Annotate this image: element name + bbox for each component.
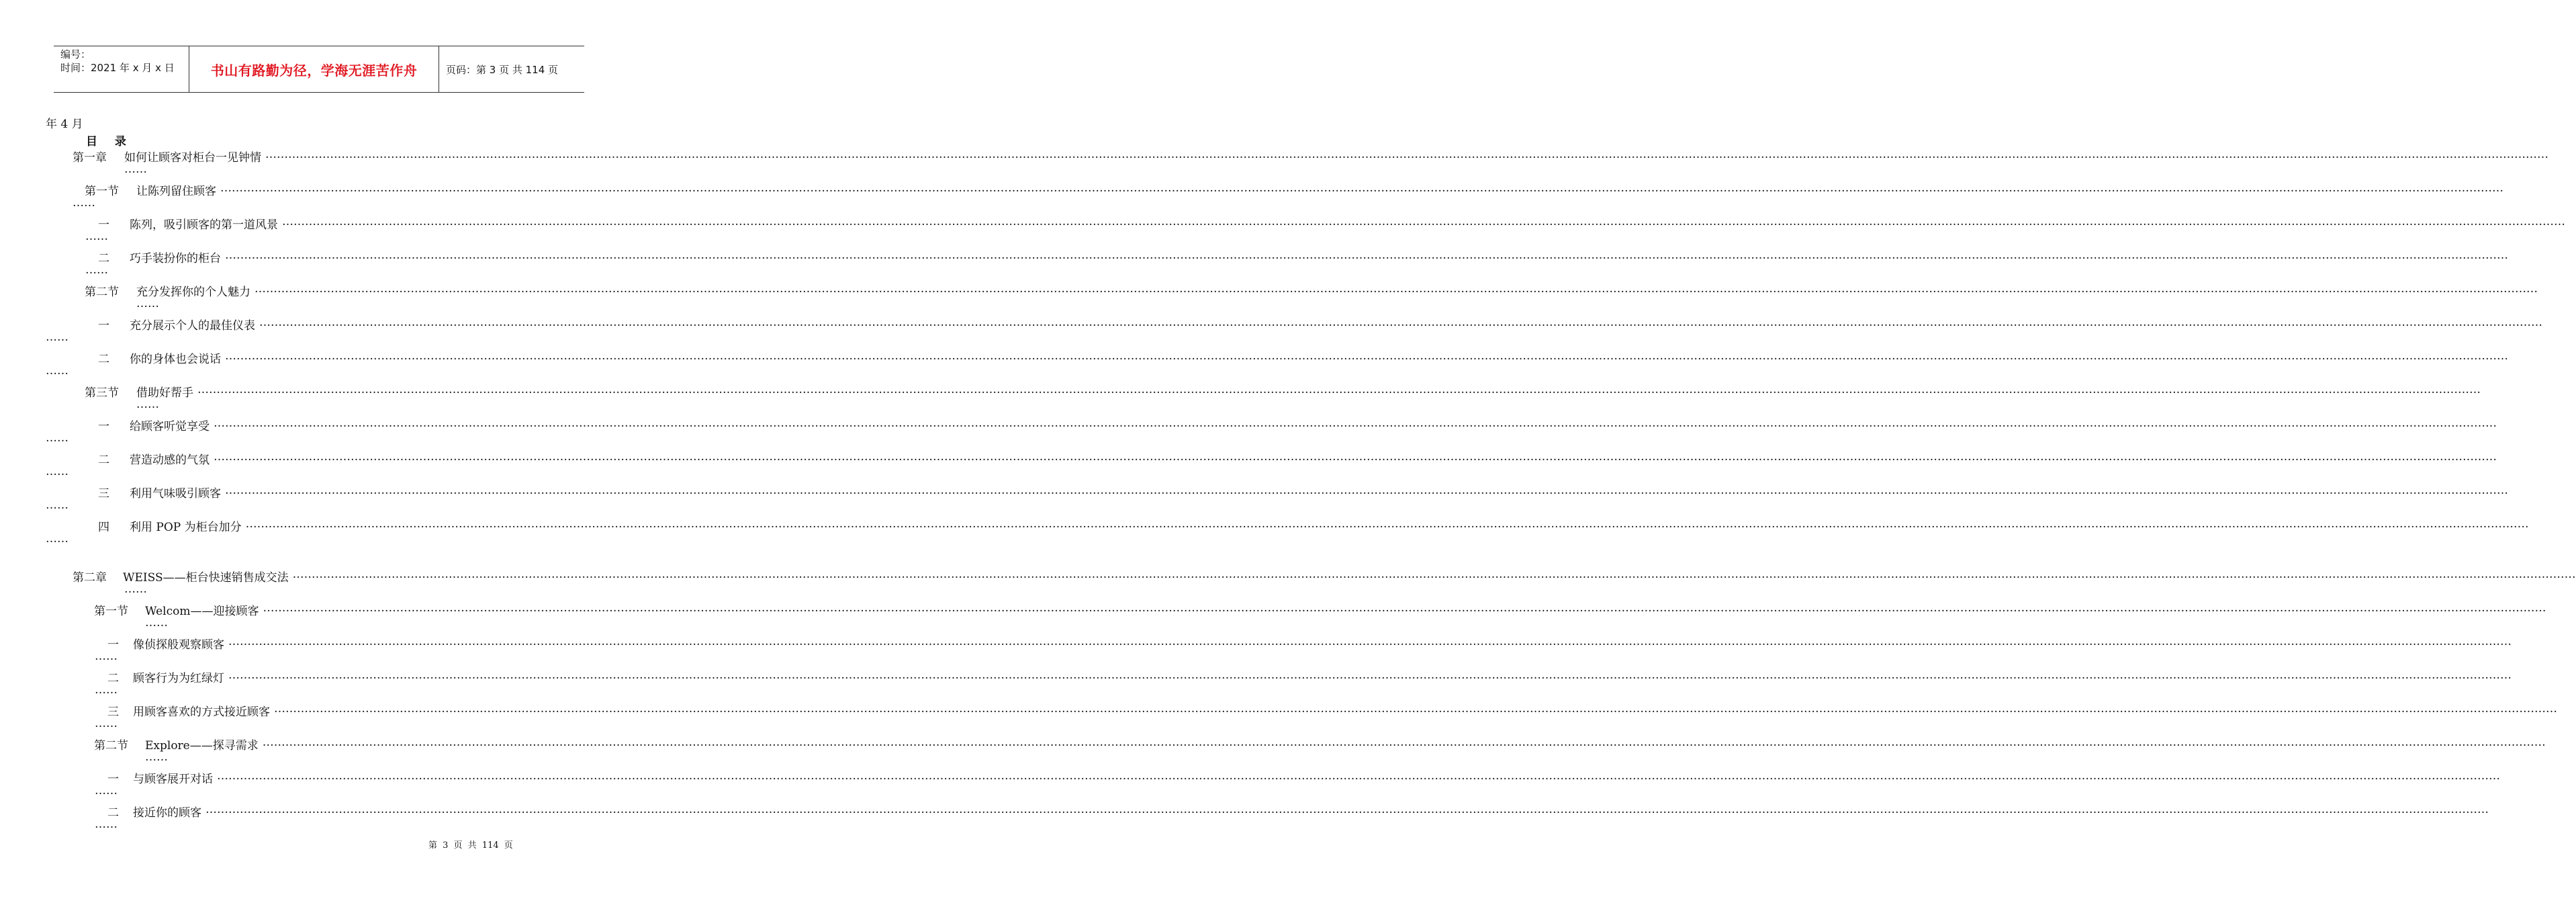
toc-entry-title: 你的身体也会说话 bbox=[130, 353, 221, 366]
toc-leader-dots: …………………………………………………………………………………………………………………………………………………………………………………………………………………………………………………………………………………………………………………………………………………………………………………………………………………………………………………………………………………………………………………………………………………… bbox=[265, 148, 2548, 161]
toc-leader-dots: …………………………………………………………………………………………………………………………………………………………………………………………………………………………………………………………………………………………………………………………………………………………………………………………………………………………………………………………………………………………………………………………………………………… bbox=[245, 517, 2529, 531]
toc-entry bbox=[0, 568, 2576, 597]
number-label: 编号： bbox=[60, 48, 91, 60]
toc-entry bbox=[0, 484, 2508, 513]
toc-entry-title: Welcom——迎接顾客 bbox=[145, 605, 259, 618]
toc-leader-continuation: …… bbox=[73, 196, 95, 210]
toc-entry-label: 二 bbox=[107, 806, 119, 820]
toc-entry bbox=[0, 282, 2538, 312]
toc-leader-dots: …………………………………………………………………………………………………………………………………………………………………………………………………………………………………………………………………………………………………………………………………………………………………………………………………………………………………………………………………………………………………………………………………………………… bbox=[214, 450, 2497, 464]
header-page-info bbox=[439, 46, 584, 92]
toc-leader-dots: …………………………………………………………………………………………………………………………………………………………………………………………………………………………………………………………………………………………………………………………………………………………………………………………………………………………………………………………………………………………………………………………………………………… bbox=[205, 803, 2489, 816]
toc-entry bbox=[0, 736, 2546, 765]
toc-leader-continuation: …… bbox=[85, 230, 108, 243]
toc-entry bbox=[0, 669, 2512, 698]
toc-entry-title: 让陈列留住顾客 bbox=[136, 185, 216, 198]
toc-entry-label: 一 bbox=[98, 420, 109, 433]
toc-entry bbox=[0, 702, 2557, 732]
toc-entry-label: 二 bbox=[98, 353, 109, 366]
toc-entry-label: 第二章 bbox=[73, 571, 107, 585]
toc-entry bbox=[0, 249, 2508, 278]
toc-entry-title: 用顾客喜欢的方式接近顾客 bbox=[133, 705, 270, 719]
toc-leader-dots: …………………………………………………………………………………………………………………………………………………………………………………………………………………………………………………………………………………………………………………………………………………………………………………………………………………………………………………………………………………………………………………………………………………… bbox=[262, 736, 2546, 749]
toc-entry bbox=[0, 635, 2512, 664]
toc-entry-title: 与顾客展开对话 bbox=[133, 773, 213, 786]
toc-leader-dots: …………………………………………………………………………………………………………………………………………………………………………………………………………………………………………………………………………………………………………………………………………………………………………………………………………………………………………………………………………………………………………………………………………………… bbox=[217, 769, 2500, 783]
toc-leader-continuation: …… bbox=[46, 331, 68, 344]
toc-leader-continuation: …… bbox=[145, 750, 168, 764]
toc-entry bbox=[0, 349, 2508, 379]
toc-entry-label: 一 bbox=[107, 638, 119, 652]
toc-leader-continuation: …… bbox=[46, 499, 68, 512]
toc-leader-continuation: …… bbox=[95, 717, 118, 730]
toc-entry bbox=[0, 517, 2529, 547]
toc-leader-dots: …………………………………………………………………………………………………………………………………………………………………………………………………………………………………………………………………………………………………………………………………………………………………………………………………………………………………………………………………………………………………………………………………………………… bbox=[220, 181, 2503, 195]
toc-leader-dots: …………………………………………………………………………………………………………………………………………………………………………………………………………………………………………………………………………………………………………………………………………………………………………………………………………………………………………………………………………………………………………………………………………………… bbox=[292, 568, 2576, 581]
toc-leader-continuation: …… bbox=[95, 650, 118, 663]
toc-leader-continuation: …… bbox=[95, 784, 118, 798]
toc-entry-title: 借助好帮手 bbox=[136, 386, 193, 400]
toc-entry-title: 陈列，吸引顾客的第一道风景 bbox=[130, 218, 278, 232]
toc-entry-title: 利用气味吸引顾客 bbox=[130, 487, 221, 501]
toc-leader-dots: …………………………………………………………………………………………………………………………………………………………………………………………………………………………………………………………………………………………………………………………………………………………………………………………………………………………………………………………………………………………………………………………………………………… bbox=[225, 249, 2508, 262]
toc-entry-label: 二 bbox=[98, 454, 109, 467]
toc-entry bbox=[0, 601, 2546, 631]
toc-entry-title: 给顾客听觉享受 bbox=[130, 420, 210, 433]
toc-entry bbox=[0, 450, 2497, 480]
toc-entry bbox=[0, 148, 2548, 177]
toc-leader-continuation: …… bbox=[145, 616, 168, 630]
toc-entry-label: 第三节 bbox=[85, 386, 119, 400]
toc-entry-label: 第二节 bbox=[85, 286, 119, 299]
toc-entry-title: WEISS——柜台快速销售成交法 bbox=[123, 571, 289, 585]
toc-leader-dots: …………………………………………………………………………………………………………………………………………………………………………………………………………………………………………………………………………………………………………………………………………………………………………………………………………………………………………………………………………………………………………………………………………………… bbox=[225, 484, 2508, 497]
toc-entry-title: 营造动感的气氛 bbox=[130, 454, 210, 467]
toc-entry-title: 充分展示个人的最佳仪表 bbox=[130, 319, 255, 333]
toc-entry-label: 四 bbox=[98, 521, 109, 534]
toc-entry-label: 第二节 bbox=[94, 739, 128, 752]
toc-entry bbox=[0, 769, 2500, 799]
toc-entry bbox=[0, 316, 2542, 345]
toc-entry-label: 二 bbox=[98, 252, 109, 265]
toc-entry-label: 第一节 bbox=[85, 185, 119, 198]
toc-leader-continuation: …… bbox=[46, 431, 68, 445]
toc-entry-label: 三 bbox=[107, 705, 119, 719]
toc-leader-continuation: …… bbox=[95, 818, 118, 831]
toc-leader-dots: …………………………………………………………………………………………………………………………………………………………………………………………………………………………………………………………………………………………………………………………………………………………………………………………………………………………………………………………………………………………………………………………………………………… bbox=[197, 383, 2481, 396]
toc-entry bbox=[0, 383, 2481, 413]
toc-entry-label: 三 bbox=[98, 487, 109, 501]
toc-entry bbox=[0, 181, 2503, 211]
toc-leader-continuation: …… bbox=[136, 398, 159, 411]
toc-leader-continuation: …… bbox=[46, 465, 68, 478]
toc-entry bbox=[0, 803, 2489, 832]
toc-entry-label: 第一章 bbox=[73, 151, 107, 165]
toc-leader-dots: …………………………………………………………………………………………………………………………………………………………………………………………………………………………………………………………………………………………………………………………………………………………………………………………………………………………………………………………………………………………………………………………………………………… bbox=[214, 417, 2497, 430]
toc-entry-title: 接近你的顾客 bbox=[133, 806, 201, 820]
header-meta bbox=[54, 46, 189, 92]
page-info-text: 页码：第 3 页 共 114 页 bbox=[446, 63, 559, 76]
toc-leader-dots: …………………………………………………………………………………………………………………………………………………………………………………………………………………………………………………………………………………………………………………………………………………………………………………………………………………………………………………………………………………………………………………………………………………… bbox=[274, 702, 2557, 716]
toc-leader-dots: …………………………………………………………………………………………………………………………………………………………………………………………………………………………………………………………………………………………………………………………………………………………………………………………………………………………………………………………………………………………………………………………………………………… bbox=[228, 669, 2512, 682]
toc-entry-label: 一 bbox=[98, 319, 109, 333]
toc-entry-title: 顾客行为为红绿灯 bbox=[133, 672, 224, 685]
toc-entry-title: 像侦探般观察顾客 bbox=[133, 638, 224, 652]
page-header bbox=[54, 46, 584, 93]
toc-entry-title: 充分发挥你的个人魅力 bbox=[136, 286, 250, 299]
toc-entry-title: 利用 POP 为柜台加分 bbox=[130, 521, 242, 534]
toc-leader-dots: …………………………………………………………………………………………………………………………………………………………………………………………………………………………………………………………………………………………………………………………………………………………………………………………………………………………………………………………………………………………………………………………………………………… bbox=[259, 316, 2542, 329]
date-line: 年 4 月 bbox=[46, 118, 83, 131]
time-label: 时间：2021 年 x 月 x 日 bbox=[60, 62, 175, 74]
toc-leader-dots: …………………………………………………………………………………………………………………………………………………………………………………………………………………………………………………………………………………………………………………………………………………………………………………………………………………………………………………………………………………………………………………………………………………… bbox=[255, 282, 2538, 296]
toc-leader-continuation: …… bbox=[136, 297, 159, 310]
toc-leader-continuation: …… bbox=[124, 163, 147, 176]
toc-leader-continuation: …… bbox=[95, 683, 118, 697]
toc-entry-title: Explore——探寻需求 bbox=[145, 739, 259, 752]
toc-entry-title: 如何让顾客对柜台一见钟情 bbox=[124, 151, 261, 165]
toc-leader-dots: …………………………………………………………………………………………………………………………………………………………………………………………………………………………………………………………………………………………………………………………………………………………………………………………………………………………………………………………………………………………………………………………………………………… bbox=[282, 215, 2565, 228]
toc-entry bbox=[0, 417, 2497, 446]
header-motto bbox=[189, 46, 439, 92]
toc-leader-continuation: …… bbox=[85, 263, 108, 277]
toc-entry-title: 巧手装扮你的柜台 bbox=[130, 252, 221, 265]
toc-leader-continuation: …… bbox=[46, 364, 68, 378]
toc-entry-label: 一 bbox=[107, 773, 119, 786]
toc-leader-dots: …………………………………………………………………………………………………………………………………………………………………………………………………………………………………………………………………………………………………………………………………………………………………………………………………………………………………………………………………………………………………………………………………………………… bbox=[228, 635, 2512, 648]
motto-text: 书山有路勤为径，学海无涯苦作舟 bbox=[210, 62, 418, 79]
toc-entry-label: 一 bbox=[98, 218, 109, 232]
toc-leader-continuation: …… bbox=[46, 532, 68, 546]
toc-leader-dots: …………………………………………………………………………………………………………………………………………………………………………………………………………………………………………………………………………………………………………………………………………………………………………………………………………………………………………………………………………………………………………………………………………………… bbox=[225, 349, 2508, 363]
toc-entry-label: 第一节 bbox=[94, 605, 128, 618]
toc-entry bbox=[0, 215, 2565, 245]
toc-entry-label: 二 bbox=[107, 672, 119, 685]
toc-leader-dots: …………………………………………………………………………………………………………………………………………………………………………………………………………………………………………………………………………………………………………………………………………………………………………………………………………………………………………………………………………………………………………………………………………………… bbox=[263, 601, 2546, 615]
toc-title: 目 录 bbox=[86, 135, 133, 148]
toc-leader-continuation: …… bbox=[124, 583, 147, 596]
page-footer: 第 3 页 共 114 页 bbox=[428, 841, 513, 851]
